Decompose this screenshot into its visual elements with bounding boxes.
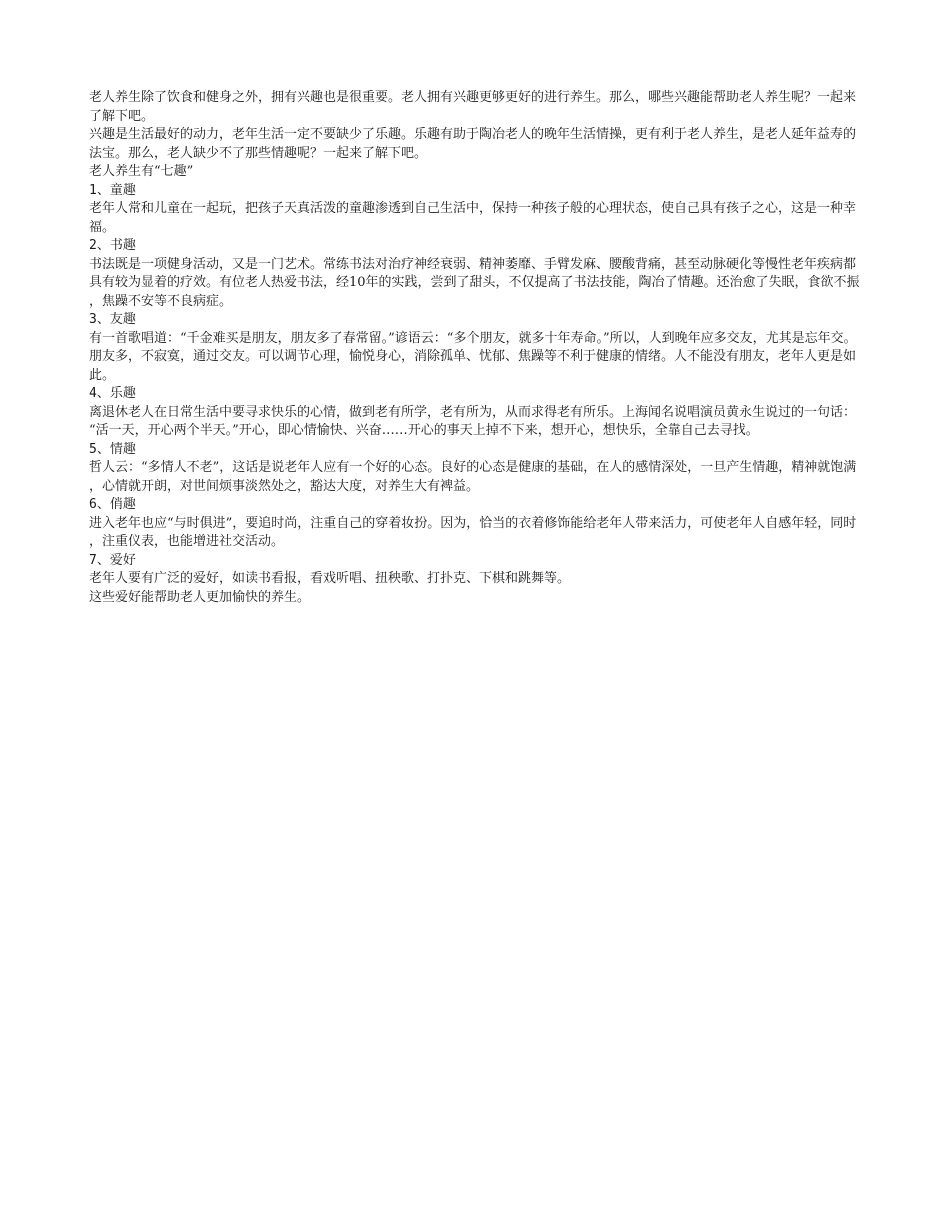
item-body-6: 进入老年也应“与时俱进”，要追时尚，注重自己的穿着妆扮。因为，恰当的衣着修饰能给老年人带来活力，可使老年人自感年轻，同时，注重仪表，也能增进社交活动。 (89, 515, 857, 549)
item-body-7: 老年人要有广泛的爱好，如读书看报，看戏听唱、扭秧歌、打扑克、下棋和跳舞等。 (89, 571, 571, 586)
item-heading-5: 5、情趣 (89, 441, 136, 457)
item-heading-4: 4、乐趣 (89, 386, 136, 401)
item-body-1: 老年人常和儿童在一起玩，把孩子天真活泼的童趣渗透到自己生活中，保持一种孩子般的心理状态，使自己具有孩子之心，这是一种幸福。 (89, 201, 857, 235)
item-heading-7: 7、爱好 (89, 552, 136, 568)
section-title: 老人养生有“七趣” (89, 164, 194, 179)
item-heading-1: 1、童趣 (89, 182, 136, 198)
item-body-5: 哲人云：“多情人不老”，这话是说老年人应有一个好的心态。良好的心态是健康的基础，在人的感情深处，一旦产生情趣，精神就饱满，心情就开朗，对世间烦事淡然处之，豁达大度，对养生大有裨益。 (89, 460, 857, 494)
item-heading-6: 6、俏趣 (89, 497, 136, 512)
item-heading-3: 3、友趣 (89, 312, 136, 327)
intro-paragraph-2: 兴趣是生活最好的动力，老年生活一定不要缺少了乐趣。乐趣有助于陶冶老人的晚年生活情操，更有利于老人养生，是老人延年益寿的法宝。那么，老人缺少不了那些情趣呢？一起来了解下吧。 (89, 127, 857, 161)
item-body-3: 有一首歌唱道：“千金难买是朋友，朋友多了春常留。”谚语云：“多个朋友，就多十年寿命。”所以，人到晚年应多交友，尤其是忘年交。朋友多，不寂寞，通过交友。可以调节心理，愉悦身心，消除孤单、忧郁、焦躁等不利于健康的情绪。人不能没有朋友，老年人更是如此。 (89, 330, 857, 383)
item-heading-2: 2、书趣 (89, 238, 136, 253)
closing-paragraph: 这些爱好能帮助老人更加愉快的养生。 (89, 589, 311, 605)
item-body-2: 书法既是一项健身活动，又是一门艺术。常练书法对治疗神经衰弱、精神萎靡、手臂发麻、腰酸背痛，甚至动脉硬化等慢性老年疾病都具有较为显着的疗效。有位老人热爱书法，经10年的实践，尝到了甜头，不仅提高了书法技能，陶冶了情趣。还治愈了失眠，食欲不振，焦躁不安等不良病症。 (89, 256, 860, 309)
document-page (89, 89, 861, 607)
intro-paragraph-1: 老人养生除了饮食和健身之外，拥有兴趣也是很重要。老人拥有兴趣更够更好的进行养生。那么，哪些兴趣能帮助老人养生呢？一起来了解下吧。 (89, 90, 857, 124)
item-body-4: 离退休老人在日常生活中要寻求快乐的心情，做到老有所学，老有所为，从而求得老有所乐。上海闻名说唱演员黄永生说过的一句话：“活一天，开心两个半天。”开心，即心情愉快、兴奋……开心的事天上掉不下来，想开心，想快乐，全靠自己去寻找。 (89, 404, 857, 438)
